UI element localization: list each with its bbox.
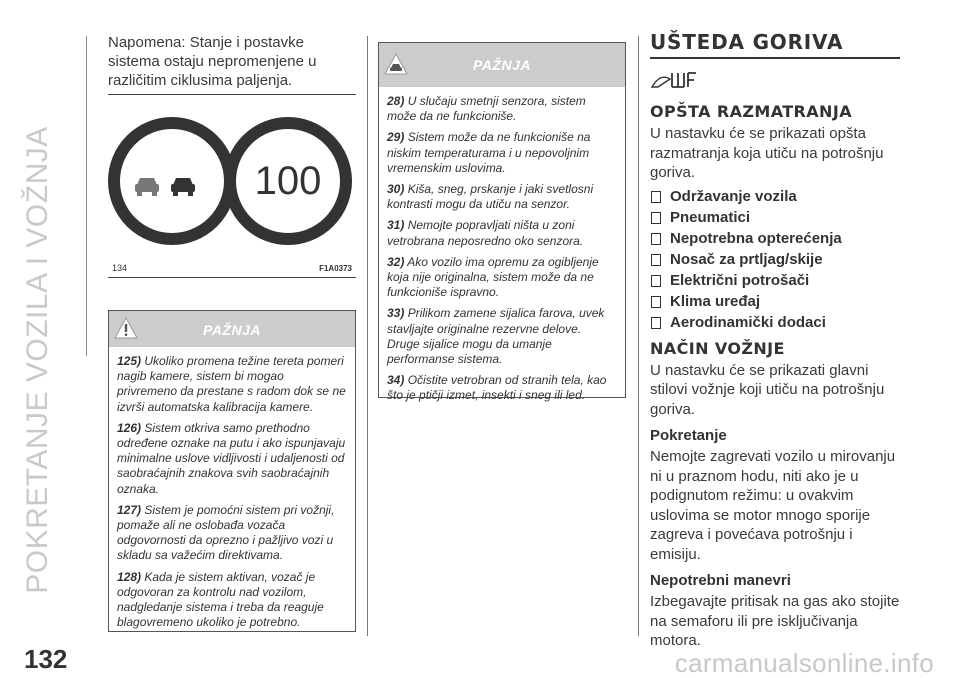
topic-text: Izbegavajte pritisak na gas ako stojite na semaforu ili pre isključivanja motora. (650, 593, 900, 649)
bullet-box-icon (651, 296, 661, 308)
page-number: 132 (24, 644, 68, 674)
warning-item-text: Prilikom zamene sijalica farova, uvek stavljajte originalne rezervne delove. Druge sijalice mogu da umanje performanse sistema. (387, 306, 605, 367)
topic-title: Pokretanje (650, 427, 727, 444)
warning-item (387, 373, 617, 403)
side-rule (86, 36, 87, 356)
factor-list-item (650, 249, 900, 270)
factor-label: Pneumatici (670, 208, 751, 226)
factor-list (650, 186, 900, 333)
bullet-box-icon (651, 191, 661, 203)
warning-title: PAŽNJA (203, 322, 261, 338)
warning-body (109, 347, 355, 642)
warning-item-number: 28) (387, 94, 405, 108)
section-heading: UŠTEDA GORIVA (650, 30, 900, 59)
watermark: carmanualsonline.info (674, 648, 934, 678)
bullet-box-icon (651, 275, 661, 287)
bullet-box-icon (651, 212, 661, 224)
intro-text: U nastavku će se prikazati glavni stilovi vožnje koji utiču na potrošnju goriva. (650, 361, 885, 418)
warning-box (108, 310, 356, 632)
figure-number: 134 (112, 263, 128, 273)
warning-item-number: 128) (117, 569, 142, 584)
bullet-box-icon (651, 317, 661, 329)
warning-title: PAŽNJA (473, 57, 531, 73)
factor-list-item (650, 207, 900, 228)
warning-header (379, 43, 625, 87)
factor-label: Nepotrebna opterećenja (670, 229, 842, 247)
warning-item (387, 306, 617, 367)
warning-item (387, 94, 617, 124)
topic-text: Nemojte zagrevati vozilo u mirovanju ni u praznom hodu, niti ako je u podignutom režimu: u ovakvim uslovima se motor mnogo sporije zagreva i povećava potrošnju i emisiju. (650, 448, 896, 563)
warning-item-number: 125) (117, 354, 142, 368)
warning-item (117, 570, 347, 631)
warning-item (117, 354, 347, 415)
factor-label: Klima uređaj (670, 292, 761, 310)
side-chapter-title: POKRETANJE VOZILA I VOŽNJA (21, 126, 54, 594)
subsection-heading: NAČIN VOŽNJE (650, 338, 785, 358)
car-icon (134, 175, 160, 197)
figure-code: F1A0373 (319, 264, 352, 273)
warning-item-text: Sistem može da ne funkcioniše na niskim temperaturama i u nepovoljnim vremenskim uslovima. (387, 130, 591, 175)
note-text: Napomena: Stanje i postavke sistema ostaju nepromenjene u različitim ciklusima paljenja. (108, 34, 317, 89)
warning-item-number: 34) (387, 373, 405, 388)
warning-box (378, 42, 626, 403)
warning-item-number: 33) (387, 306, 405, 321)
warning-item-text: Ukoliko promena težine tereta pomeri nagib kamere, sistem bi mogao privremeno da prestane s radom dok se ne izvrši automatska kalibracija kamere. (117, 354, 346, 414)
bullet-box-icon (651, 233, 661, 245)
figure-signs (108, 94, 356, 278)
fuel-saving-section (650, 30, 900, 651)
factor-list-item (650, 228, 900, 249)
warning-item (387, 255, 617, 301)
warning-item-text: Sistem otkriva samo prethodno određene oznake na putu i ako ispunjavaju minimalne uslove vidljivosti i udaljenosti od saobraćajnih znakova svih saobraćajnih oznaka. (117, 420, 346, 496)
column-divider (638, 36, 639, 636)
warning-item (387, 130, 617, 176)
warning-item-text: Očistite vetrobran od stranih tela, kao što je ptičji izmet, insekti i sneg ili led. (387, 373, 607, 403)
intro-text: U nastavku će se prikazati opšta razmatranja koja utiču na potrošnju goriva. (650, 125, 884, 181)
topic-title: Nepotrebni manevri (650, 572, 791, 589)
factor-list-item (650, 186, 900, 207)
warning-item (387, 218, 617, 248)
warning-item-text: Kiša, sneg, prskanje i jaki svetlosni kontrasti mogu da utiču na senzor. (387, 182, 594, 212)
speed-limit-value: 100 (254, 159, 322, 203)
factor-label: Električni potrošači (670, 271, 810, 289)
column-divider (367, 36, 368, 636)
factor-label: Održavanje vozila (670, 187, 797, 205)
warning-body (379, 87, 625, 416)
subsection-heading: OPŠTA RAZMATRANJA (650, 102, 852, 121)
warning-item-number: 32) (387, 254, 405, 269)
warning-item-number: 127) (117, 502, 142, 517)
warning-item-number: 126) (117, 420, 142, 435)
warning-item (117, 503, 347, 564)
factor-list-item (650, 312, 900, 333)
warning-header (109, 311, 355, 347)
factor-label: Nosač za prtljag/skije (670, 250, 823, 268)
warning-item-number: 30) (387, 182, 405, 197)
warning-item-text: Kada je sistem aktivan, vozač je odgovoran za kontrolu nad vozilom, nadgledanje sistema i treba da reaguje blagovremeno ukoliko je potrebno. (117, 569, 324, 630)
eco-drive-icon (650, 69, 700, 91)
car-icon (170, 175, 196, 197)
factor-list-item (650, 291, 900, 312)
warning-item-text: Ako vozilo ima opremu za ogibljenje koja nije originalna, sistem može da ne funkcioniše ispravno. (387, 254, 599, 300)
warning-item-text: Nemojte popravljati ništa u zoni vetrobrana neposredno oko senzora. (387, 218, 584, 248)
warning-item-text: Sistem je pomoćni sistem pri vožnji, pomaže ali ne oslobađa vozača odgovornosti da oprezno i pažljivo vozi u skladu sa važećim direktivama. (117, 502, 335, 563)
factor-label: Aerodinamički dodaci (670, 313, 826, 331)
speed-limit-sign (224, 117, 352, 245)
warning-item-text: U slučaju smetnji senzora, sistem može da ne funkcioniše. (387, 94, 586, 124)
warning-item (117, 421, 347, 497)
warning-item (387, 182, 617, 212)
warning-item-number: 29) (387, 130, 405, 145)
factor-list-item (650, 270, 900, 291)
warning-item-number: 31) (387, 218, 405, 233)
bullet-box-icon (651, 254, 661, 266)
no-overtaking-sign (108, 117, 236, 245)
